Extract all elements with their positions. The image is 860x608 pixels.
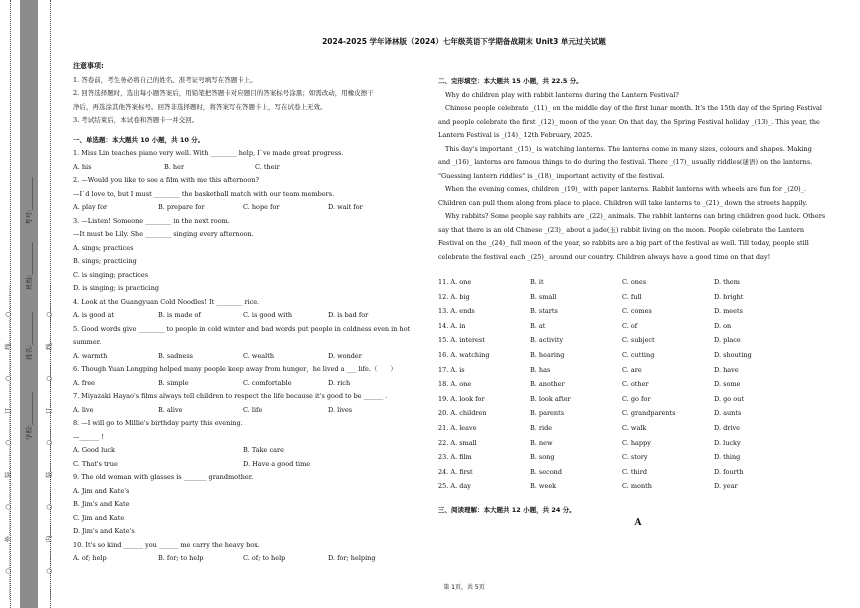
option-row <box>73 309 413 323</box>
option-text: C. comfortable <box>243 378 292 387</box>
left-column <box>73 60 413 566</box>
question-stem: 8. —I will go to Millie's birthday party this evening. <box>73 419 243 427</box>
option-text: B. second <box>530 467 562 476</box>
question-item <box>73 215 413 296</box>
cloze-option-row <box>438 348 838 363</box>
option-text: 11. A. one <box>438 278 472 286</box>
passage-line: Lantern Festival is _(14)_ 12th February, 2025. <box>438 131 593 139</box>
option-text: B. new <box>530 438 553 447</box>
cloze-option-row <box>438 377 838 392</box>
option-text: A. free <box>73 378 96 387</box>
cloze-option-row <box>438 363 838 378</box>
option-text: C. their <box>255 162 280 171</box>
passage-line: When the evening comes, children _(19)_ with paper lanterns. Rabbit lanterns with wheels are fun for _(20)_. <box>445 185 806 193</box>
page-title: 2024-2025 学年译林版（2024）七年级英语下学期备战期末 Unit3 单元过关试题 <box>322 37 606 46</box>
question-stem: 10. It's so kind ______ you ______ me carry the heavy box. <box>73 540 260 549</box>
cloze-options <box>438 275 838 494</box>
option-text: C. of; to help <box>243 554 286 562</box>
notes-list <box>73 74 413 128</box>
option-text: 12. A. big <box>438 292 470 301</box>
option-text: C. That's true <box>73 459 118 468</box>
option-text: D. on <box>714 321 732 330</box>
option-text: C. walk <box>622 423 647 432</box>
right-column <box>438 75 838 531</box>
option-text: C. grandparents <box>622 409 676 418</box>
option-text: 19. A. look for <box>438 394 485 403</box>
question-stem: 2. —Would you like to see a film with me this afternoon? <box>73 176 259 184</box>
option-text: 23. A. film <box>438 453 472 462</box>
cloze-passage <box>438 89 838 265</box>
option-text: 22. A. small <box>438 438 477 447</box>
option-text: 13. A. ends <box>438 307 475 316</box>
option-text: B. starts <box>530 307 558 316</box>
note-item: 净后，再选涂其他答案标号。回答非选择题时，将答案写在答题卡上，写在试卷上无效。 <box>73 102 327 111</box>
option-text: B. it <box>530 278 544 286</box>
option-row <box>73 458 413 472</box>
option-text: D. them <box>714 278 740 286</box>
option-text: D. year <box>714 482 738 491</box>
question-item <box>73 174 413 215</box>
option-text: D. some <box>714 380 741 389</box>
option-text: B. hearing <box>530 350 565 359</box>
passage-line: Festival on the _(24)_ full moon of the year, so rabbits are a big part of the festival as well. Till today, people still <box>438 239 809 247</box>
question-item <box>73 539 413 566</box>
cloze-option-row <box>438 319 838 334</box>
option-text: A. his <box>73 162 92 171</box>
passage-line: and people celebrate the first _(12)_ moon of the year. On that day, the Spring Festival holiday _(13)_. This year, the <box>438 117 820 126</box>
option-text: B. at <box>530 321 546 330</box>
cloze-option-row <box>438 290 838 305</box>
passage-line: "Guessing lantern riddles" is _(18)_ important activity of the festival. <box>438 171 665 180</box>
passage-line: Why rabbits? Some people say rabbits are _(22)_ animals. The rabbit lanterns can bring children good luck. Others <box>445 212 826 220</box>
note-item: 2. 回答选择题时，选出每小题答案后，用铅笔把答题卡对应题目的答案标号涂黑；如需改动，用橡皮擦干 <box>73 89 374 97</box>
option-text: B. is made of <box>158 311 201 319</box>
option-text: 18. A. one <box>438 380 472 389</box>
question-stem: 7. Miyazaki Hayao's films always tell children to respect the life because it's good to be ______ . <box>73 392 388 400</box>
option-text: B. alive <box>158 405 183 414</box>
option-text: B. simple <box>158 378 189 387</box>
option-row <box>73 161 413 175</box>
option-text: C. Jim and Kate <box>73 513 125 522</box>
option-text: 15. A. interest <box>438 336 485 345</box>
question-item <box>73 323 413 364</box>
binding-strip <box>20 0 38 608</box>
option-text: C. are <box>622 365 642 374</box>
option-text: A. warmth <box>73 351 108 360</box>
notes-heading: 注意事项: <box>73 62 104 70</box>
option-text: A. Good luck <box>73 446 115 454</box>
option-row <box>73 444 413 458</box>
passage-line: This day's important _(15)_ is watching lanterns. The lanterns come in many sizes, colours and shapes. Making <box>445 144 812 153</box>
cloze-option-row <box>438 421 838 436</box>
passage-line: Children can pull them along from place to place. Children will take lanterns to _(21)_ down the streets happily. <box>438 198 808 207</box>
option-text: D. drive <box>714 423 740 432</box>
option-row <box>73 201 413 215</box>
option-text: 17. A. is <box>438 365 465 374</box>
question-item <box>73 363 413 390</box>
option-text: 14. A. in <box>438 321 466 330</box>
section1-questions <box>73 147 413 566</box>
option-text: C. cutting <box>622 350 655 359</box>
option-text: A. Jim and Kate's <box>73 486 130 495</box>
option-text: A. of; help <box>73 554 107 562</box>
option-text: D. shouting <box>714 350 752 359</box>
question-item <box>73 471 413 539</box>
option-text: C. is singing; practices <box>73 270 149 279</box>
option-text: B. sadness <box>158 351 193 360</box>
option-text: A. play for <box>73 203 108 211</box>
passage-line: Why do children play with rabbit lanterns during the Lantern Festival? <box>445 90 679 99</box>
option-text: B. has <box>530 365 551 374</box>
passage-line: and _(16)_ lanterns are famous things to do during the festival. There _(17)_ usually riddles(谜语) on the lanterns. <box>438 158 813 166</box>
option-text: 24. A. first <box>438 467 473 476</box>
option-text: C. third <box>622 467 648 476</box>
question-stem: 5. Good words give ________ to people in cold winter and bad words put people in coldness even in hot summer. <box>73 324 411 346</box>
option-text: B. Take care <box>243 446 284 454</box>
question-stem: —It must be Lily. She ________ singing every afternoon. <box>73 230 254 238</box>
cloze-option-row <box>438 406 838 421</box>
cloze-option-row <box>438 333 838 348</box>
field-name: 姓名:__________ <box>25 312 33 360</box>
option-text: D. is bad for <box>328 311 369 319</box>
option-text: B. activity <box>530 336 564 345</box>
cloze-option-row <box>438 304 838 319</box>
option-row <box>73 350 413 364</box>
cloze-option-row <box>438 465 838 480</box>
option-text: B. song <box>530 453 555 462</box>
option-text: B. for; to help <box>158 554 204 562</box>
option-text: D. have <box>714 365 739 374</box>
option-text: B. look after <box>530 394 571 403</box>
option-text: 25. A. day <box>438 482 471 491</box>
field-class: 班级:__________ <box>25 242 33 290</box>
option-row <box>73 377 413 391</box>
option-text: D. is singing; is practicing <box>73 284 160 292</box>
cloze-option-row <box>438 275 838 290</box>
option-text: C. is good with <box>243 311 293 319</box>
option-text: B. small <box>530 292 557 301</box>
option-text: C. month <box>622 482 652 491</box>
option-text: C. happy <box>622 438 651 447</box>
option-text: D. rich <box>328 378 351 387</box>
question-stem: 6. Though Yuan Longping helped many people keep away from hunger，he lived a ___ life.（ ） <box>73 365 397 373</box>
option-text: C. ones <box>622 278 647 286</box>
question-item <box>73 296 413 323</box>
binding-margin <box>0 0 62 608</box>
option-text: B. ride <box>530 423 553 432</box>
option-text: D. Jim's and Kate's <box>73 527 135 535</box>
cloze-option-row <box>438 436 838 451</box>
note-item: 1. 答卷前，考生务必将自己的姓名、准考证号填写在答题卡上。 <box>73 75 257 84</box>
option-text: D. for; helping <box>328 554 376 562</box>
option-text: C. full <box>622 292 642 301</box>
option-text: D. wait for <box>328 203 363 211</box>
option-text: 20. A. children <box>438 409 487 418</box>
passage-line: celebrate the festival each _(25)_ around our country. Children always have a good time on that day! <box>438 252 771 261</box>
option-text: C. wealth <box>243 351 275 360</box>
option-text: B. week <box>530 482 557 491</box>
option-text: C. hope for <box>243 203 280 211</box>
section1-heading: 一、单选题：本大题共 10 小题，共 10 分。 <box>73 135 205 144</box>
option-text: A. live <box>73 405 94 414</box>
option-text: D. aunts <box>714 409 742 418</box>
option-text: A. sings; practices <box>73 243 134 252</box>
passage-line: Chinese people celebrate _(11)_ on the middle day of the first lunar month. It's the 15th day of the Spring Festival <box>445 104 822 112</box>
option-text: C. go for <box>622 394 651 403</box>
question-stem: —______ ! <box>73 432 104 441</box>
option-text: D. thing <box>714 453 741 462</box>
option-text: D. wonder <box>328 351 362 360</box>
option-text: B. sings; practicing <box>73 257 137 265</box>
cloze-option-row <box>438 479 838 494</box>
question-stem: 1. Miss Lin teaches piano very well. With ________ help, I`ve made great progress. <box>73 149 344 157</box>
question-stem: —I`d love to, but I must ________ the basketball match with our team members. <box>73 189 335 198</box>
option-text: D. lucky <box>714 438 741 447</box>
option-text: D. bright <box>714 292 744 301</box>
question-stem: 9. The old woman with glasses is _______ grandmother. <box>73 473 254 481</box>
section3-heading: 三、阅读理解：本大题共 12 小题，共 24 分。 <box>438 505 576 514</box>
option-row <box>73 552 413 566</box>
option-text: C. life <box>243 405 263 414</box>
option-text: D. go out <box>714 394 744 403</box>
option-text: A. is good at <box>73 311 115 319</box>
option-text: C. comes <box>622 307 652 316</box>
option-text: C. subject <box>622 336 655 345</box>
option-text: B. another <box>530 380 565 389</box>
question-item <box>73 147 413 174</box>
note-item: 3. 考试结束后，本试卷和答题卡一并交回。 <box>73 116 199 124</box>
section2-heading: 二、完形填空：本大题共 15 小题，共 22.5 分。 <box>438 77 583 85</box>
field-school: 学校:__________ <box>25 392 33 440</box>
cloze-option-row <box>438 450 838 465</box>
question-stem: 4. Look at the Guangyuan Cold Noodles! It ________ rice. <box>73 297 260 306</box>
field-exam-number: 考号:__________ <box>25 177 33 225</box>
reading-part-label: A <box>634 518 642 529</box>
inner-seal-marks: …………○…………内…………○…………装…………○…………订…………○…………线…………○………… <box>45 285 53 600</box>
option-text: C. other <box>622 380 649 389</box>
cloze-option-row <box>438 392 838 407</box>
question-stem: 3. —Listen! Someone ________ in the next room. <box>73 216 230 225</box>
option-text: B. Jim's and Kate <box>73 500 130 508</box>
option-row <box>73 404 413 418</box>
option-text: C. of <box>622 321 638 330</box>
option-text: B. her <box>164 162 185 171</box>
question-item <box>73 390 413 417</box>
option-text: 16. A. watching <box>438 350 490 359</box>
option-text: B. prepare for <box>158 203 205 211</box>
option-text: 21. A. leave <box>438 423 477 432</box>
outer-seal-marks: …………○…………外…………○…………装…………○…………订…………○…………线…………○………… <box>4 285 12 600</box>
option-text: D. lives <box>328 405 353 414</box>
option-text: D. meets <box>714 307 743 316</box>
question-item <box>73 417 413 471</box>
option-text: C. story <box>622 453 648 462</box>
option-text: B. parents <box>530 409 565 418</box>
page-footer: 第 1页，共 5页 <box>443 584 485 591</box>
exam-page <box>68 0 860 608</box>
passage-line: say that there is an old Chinese _(23)_ about a jade(玉) rabbit living on the moon. People celebrate the Lantern <box>438 225 804 234</box>
option-text: D. Have a good time <box>243 459 311 468</box>
option-text: D. place <box>714 336 741 345</box>
option-text: D. fourth <box>714 467 744 476</box>
